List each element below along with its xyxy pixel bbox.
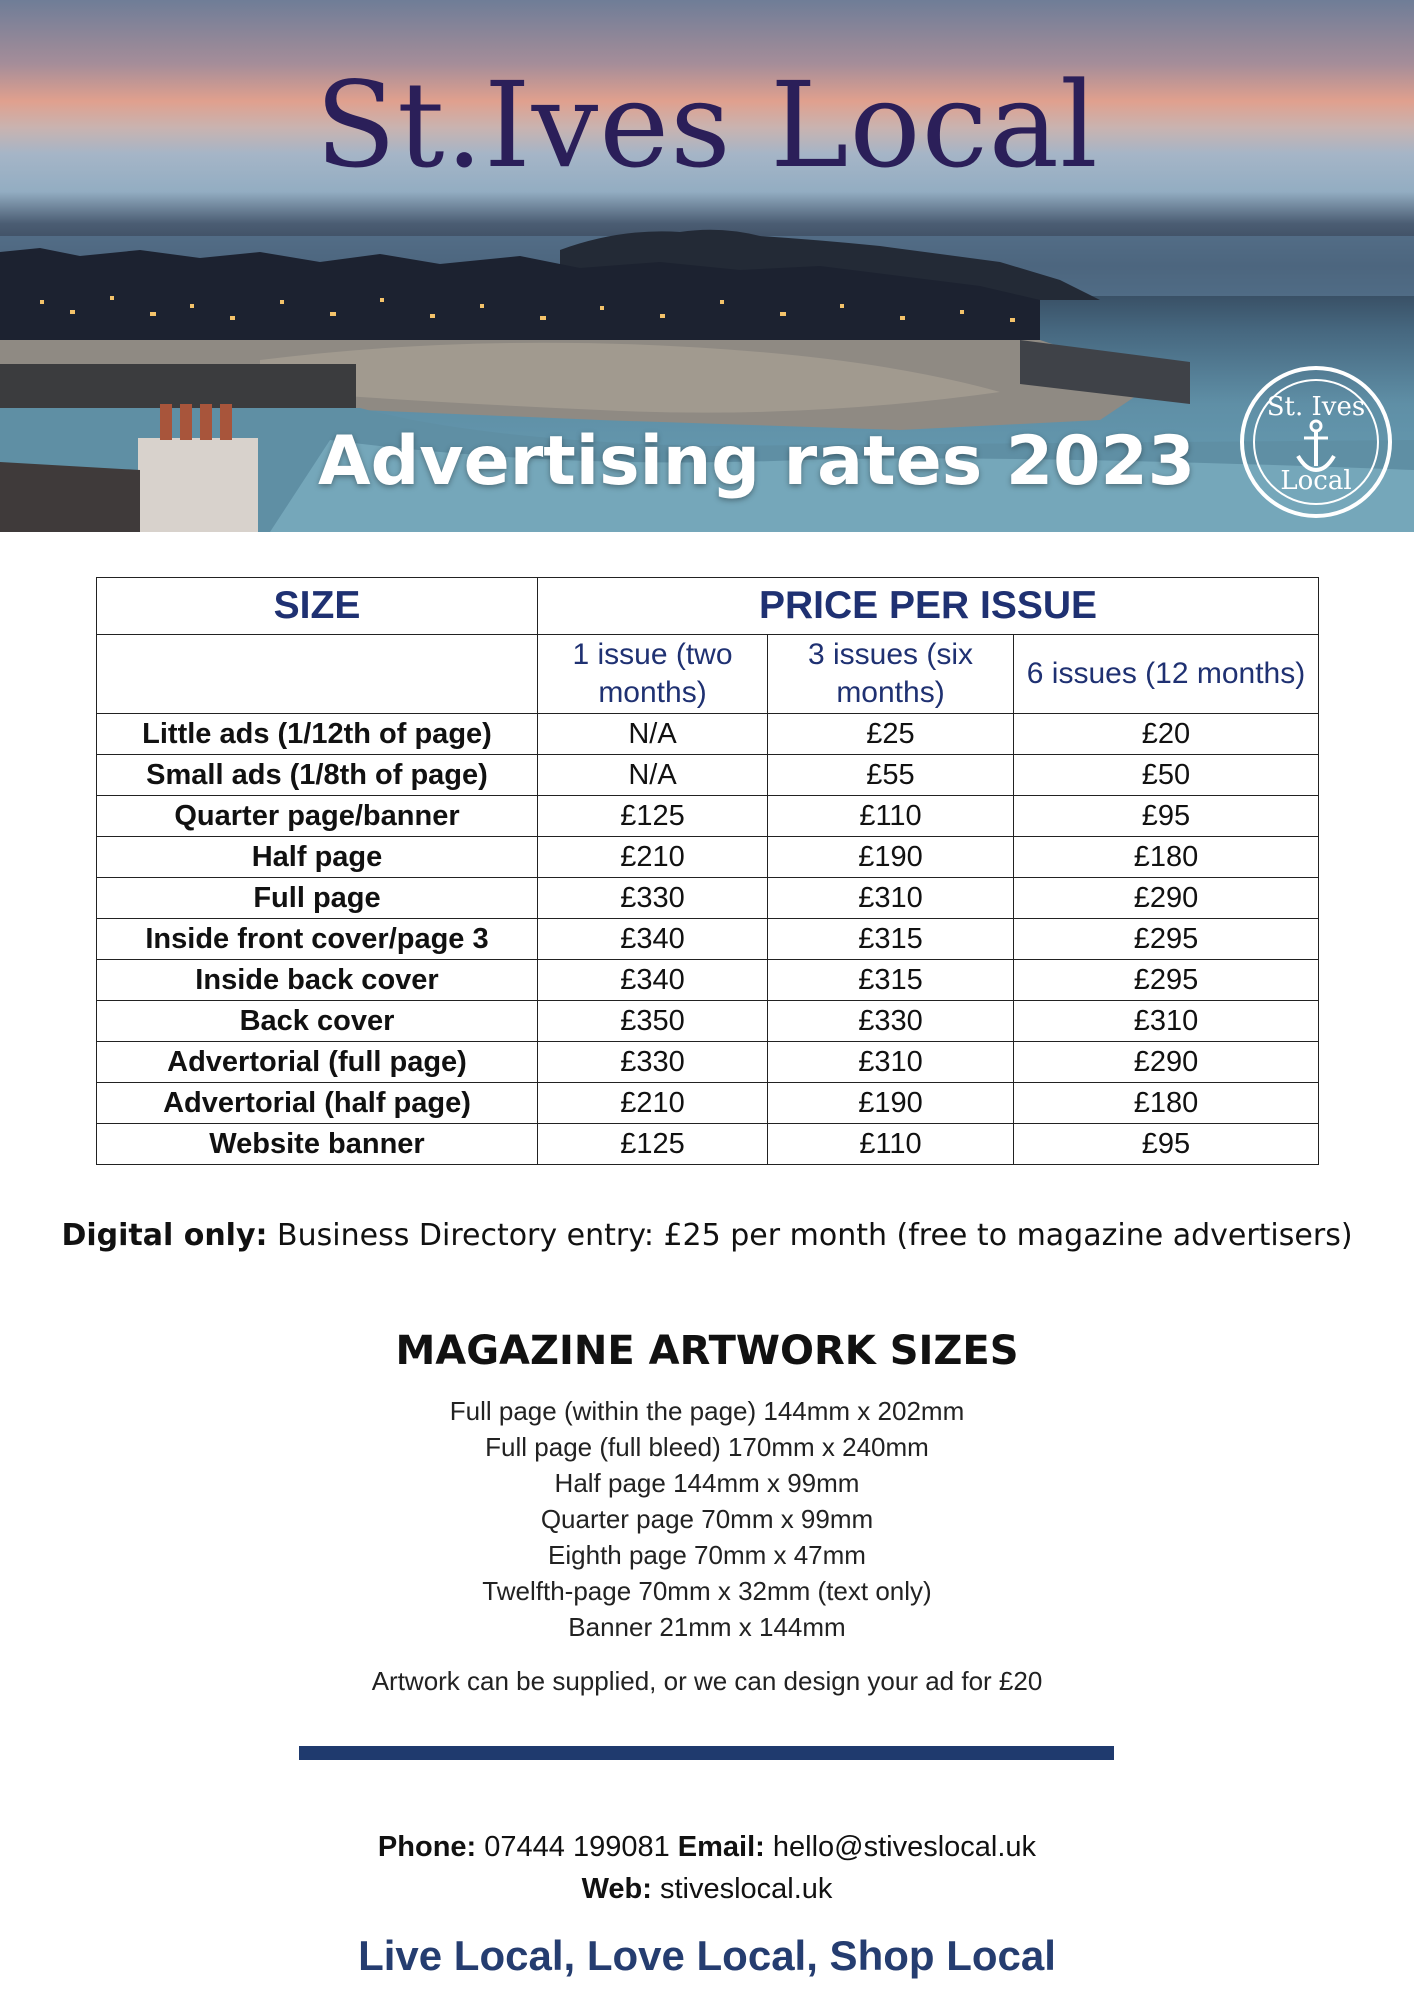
table-row bbox=[97, 919, 1319, 960]
table-row bbox=[97, 1083, 1319, 1124]
contact-details bbox=[0, 1826, 1414, 1910]
size-cell: Advertorial (half page) bbox=[97, 1083, 538, 1124]
artwork-sizes-heading: MAGAZINE ARTWORK SIZES bbox=[395, 1328, 1019, 1374]
list-item: Full page (within the page) 144mm x 202mm bbox=[449, 1396, 965, 1426]
price-cell: £290 bbox=[1014, 878, 1319, 919]
size-cell: Back cover bbox=[97, 1001, 538, 1042]
list-item: Full page (full bleed) 170mm x 240mm bbox=[485, 1432, 929, 1462]
table-row bbox=[97, 755, 1319, 796]
st-ives-local-stamp-logo bbox=[1236, 362, 1396, 522]
size-column-header: SIZE bbox=[97, 578, 538, 635]
size-cell: Inside back cover bbox=[97, 960, 538, 1001]
list-item: Eighth page 70mm x 47mm bbox=[548, 1540, 866, 1570]
price-cell: £210 bbox=[538, 1083, 768, 1124]
digital-only-text: Business Directory entry: £25 per month (free to magazine advertisers) bbox=[267, 1218, 1353, 1253]
size-cell: Advertorial (full page) bbox=[97, 1042, 538, 1083]
price-cell: N/A bbox=[538, 714, 768, 755]
size-cell: Inside front cover/page 3 bbox=[97, 919, 538, 960]
logo-wordmark: St.Ives Local bbox=[315, 56, 1099, 194]
price-cell: £330 bbox=[538, 878, 768, 919]
price-cell: £330 bbox=[768, 1001, 1014, 1042]
header-banner bbox=[0, 0, 1414, 532]
price-cell: £180 bbox=[1014, 837, 1319, 878]
table-row bbox=[97, 878, 1319, 919]
price-cell: £125 bbox=[538, 1124, 768, 1165]
phone-number[interactable]: 07444 199081 bbox=[476, 1831, 678, 1863]
price-cell: £340 bbox=[538, 960, 768, 1001]
anchor-icon bbox=[1236, 362, 1396, 522]
digital-only-label: Digital only: bbox=[61, 1218, 268, 1253]
table-subheader-row bbox=[97, 635, 1319, 714]
price-cell: £50 bbox=[1014, 755, 1319, 796]
list-item: Quarter page 70mm x 99mm bbox=[540, 1504, 874, 1534]
column-1-issue: 1 issue (two months) bbox=[538, 635, 768, 714]
price-cell: £180 bbox=[1014, 1083, 1319, 1124]
price-cell: £315 bbox=[768, 960, 1014, 1001]
price-cell: £190 bbox=[768, 1083, 1014, 1124]
price-cell: £110 bbox=[768, 1124, 1014, 1165]
stamp-bottom-text: Local bbox=[1280, 466, 1352, 496]
contact-line-2 bbox=[0, 1868, 1414, 1910]
table-row bbox=[97, 837, 1319, 878]
advertising-rates-table bbox=[96, 577, 1319, 1165]
size-cell: Half page bbox=[97, 837, 538, 878]
price-cell: £210 bbox=[538, 837, 768, 878]
table-row bbox=[97, 714, 1319, 755]
price-cell: £315 bbox=[768, 919, 1014, 960]
phone-label: Phone: bbox=[377, 1831, 477, 1863]
artwork-sizes-list bbox=[0, 1393, 1414, 1645]
list-item: Banner 21mm x 144mm bbox=[568, 1612, 846, 1642]
stamp-top-text: St. Ives bbox=[1266, 392, 1366, 422]
size-cell: Website banner bbox=[97, 1124, 538, 1165]
price-cell: £20 bbox=[1014, 714, 1319, 755]
contact-line-1 bbox=[0, 1826, 1414, 1868]
price-cell: N/A bbox=[538, 755, 768, 796]
price-cell: £95 bbox=[1014, 1124, 1319, 1165]
size-cell: Little ads (1/12th of page) bbox=[97, 714, 538, 755]
size-cell: Quarter page/banner bbox=[97, 796, 538, 837]
price-cell: £295 bbox=[1014, 960, 1319, 1001]
table-row bbox=[97, 960, 1319, 1001]
email-address[interactable]: hello@stiveslocal.uk bbox=[764, 1831, 1037, 1863]
web-label: Web: bbox=[581, 1873, 652, 1905]
price-cell: £55 bbox=[768, 755, 1014, 796]
size-cell: Full page bbox=[97, 878, 538, 919]
price-cell: £350 bbox=[538, 1001, 768, 1042]
table-header-row bbox=[97, 578, 1319, 635]
price-cell: £190 bbox=[768, 837, 1014, 878]
tagline: Live Local, Love Local, Shop Local bbox=[358, 1932, 1056, 1979]
price-cell: £310 bbox=[768, 1042, 1014, 1083]
price-cell: £340 bbox=[538, 919, 768, 960]
artwork-design-note: Artwork can be supplied, or we can design your ad for £20 bbox=[371, 1666, 1043, 1696]
table-row bbox=[97, 1001, 1319, 1042]
price-cell: £310 bbox=[1014, 1001, 1319, 1042]
list-item: Twelfth-page 70mm x 32mm (text only) bbox=[482, 1576, 932, 1606]
section-divider bbox=[299, 1746, 1114, 1760]
price-cell: £125 bbox=[538, 796, 768, 837]
website-link[interactable]: stiveslocal.uk bbox=[651, 1873, 833, 1905]
table-row bbox=[97, 1042, 1319, 1083]
price-cell: £95 bbox=[1014, 796, 1319, 837]
size-cell: Small ads (1/8th of page) bbox=[97, 755, 538, 796]
price-cell: £310 bbox=[768, 878, 1014, 919]
page-title: Advertising rates 2023 bbox=[318, 422, 1196, 501]
price-cell: £25 bbox=[768, 714, 1014, 755]
table-row bbox=[97, 1124, 1319, 1165]
price-cell: £330 bbox=[538, 1042, 768, 1083]
email-label: Email: bbox=[677, 1831, 765, 1863]
price-cell: £290 bbox=[1014, 1042, 1319, 1083]
price-cell: £110 bbox=[768, 796, 1014, 837]
list-item: Half page 144mm x 99mm bbox=[554, 1468, 860, 1498]
price-cell: £295 bbox=[1014, 919, 1319, 960]
empty-header-cell bbox=[97, 635, 538, 714]
price-per-issue-header: PRICE PER ISSUE bbox=[538, 578, 1319, 635]
table-row bbox=[97, 796, 1319, 837]
digital-only-line bbox=[0, 1218, 1414, 1253]
column-6-issues: 6 issues (12 months) bbox=[1014, 635, 1319, 714]
column-3-issues: 3 issues (six months) bbox=[768, 635, 1014, 714]
